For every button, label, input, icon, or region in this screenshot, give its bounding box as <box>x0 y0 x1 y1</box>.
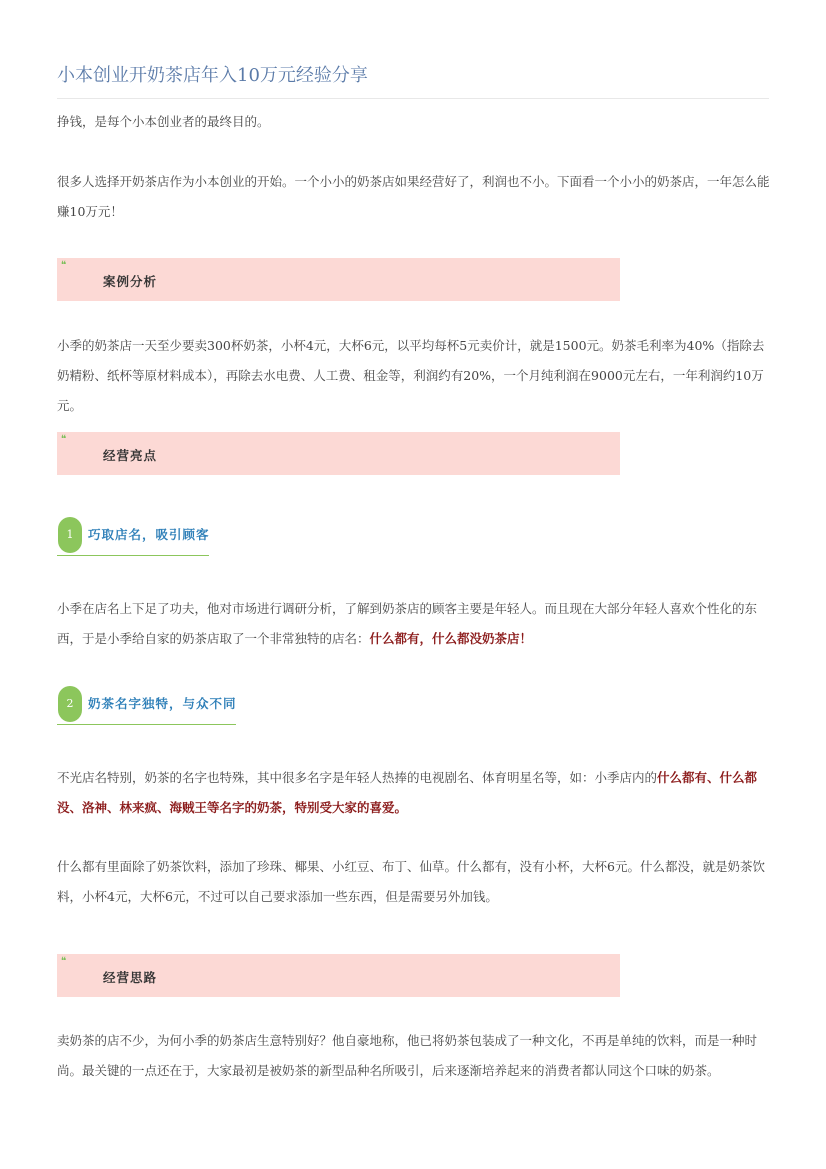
section-header-ideas <box>57 954 620 997</box>
opening-paragraph: 很多人选择开奶茶店作为小本创业的开始。一个小小的奶茶店如果经营好了，利润也不小。下面看一个小小的奶茶店，一年怎么能赚10万元！ <box>57 174 770 219</box>
step2-text: 不光店名特别，奶茶的名字也特殊，其中很多名字是年轻人热捧的电视剧名、体育明星名等，如：小季店内的 <box>57 770 658 785</box>
title-divider <box>57 98 769 99</box>
quote-icon: ❝ <box>61 260 67 271</box>
step1-paragraph <box>57 594 772 654</box>
quote-icon: ❝ <box>61 434 67 445</box>
ideas-paragraph: 卖奶茶的店不少，为何小季的奶茶店生意特别好？他自豪地称，他已将奶茶包装成了一种文化，不再是单纯的饮料，而是一种时尚。最关键的一点还在于，大家最初是被奶茶的新型品种名所吸引，后来逐渐培养起来的消费者都认同这个口味的奶茶。 <box>57 1033 758 1078</box>
step-title: 巧取店名，吸引顾客 <box>88 527 210 542</box>
intro-paragraph: 挣钱，是每个小本创业者的最终目的。 <box>57 114 270 129</box>
step-number-badge: 1 <box>58 517 82 553</box>
quote-icon: ❝ <box>61 956 67 967</box>
section-title: 经营思路 <box>103 970 158 985</box>
section-header-case <box>57 258 620 301</box>
menu-paragraph: 什么都有里面除了奶茶饮料，添加了珍珠、椰果、小红豆、布丁、仙草。什么都有，没有小杯，大杯6元。什么都没，就是奶茶饮料，小杯4元，大杯6元，不过可以自己要求添加一些东西，但是需要另外加钱。 <box>57 859 765 904</box>
step1-text: 小季在店名上下足了功夫，他对市场进行调研分析，了解到奶茶店的顾客主要是年轻人。而且现在大部分年轻人喜欢个性化的东西，于是小季给自家的奶茶店取了一个非常独特的店名： <box>57 601 758 646</box>
article-title: 小本创业开奶茶店年入10万元经验分享 <box>57 65 368 86</box>
step2-highlight: 什么都有、什么都没、洛神、林来疯、海贼王等名字的奶茶，特别受大家的喜爱。 <box>57 770 758 815</box>
section-title: 案例分析 <box>103 274 158 289</box>
step1-highlight: 什么都有，什么都没奶茶店！ <box>369 631 533 646</box>
step-underline <box>57 555 209 556</box>
section-title: 经营亮点 <box>103 448 158 463</box>
section-header-highlights <box>57 432 620 475</box>
step2-paragraph <box>57 763 772 823</box>
step-underline <box>57 724 236 725</box>
step-number-badge: 2 <box>58 686 82 722</box>
step-title: 奶茶名字独特，与众不同 <box>88 696 237 711</box>
case-paragraph: 小季的奶茶店一天至少要卖300杯奶茶，小杯4元，大杯6元，以平均每杯5元卖价计，就是1500元。奶茶毛利率为40%（指除去奶精粉、纸杯等原材料成本），再除去水电费、人工费、租金等，利润约有20%，一个月纯利润在9000元左右，一年利润约10万元。 <box>57 338 765 413</box>
